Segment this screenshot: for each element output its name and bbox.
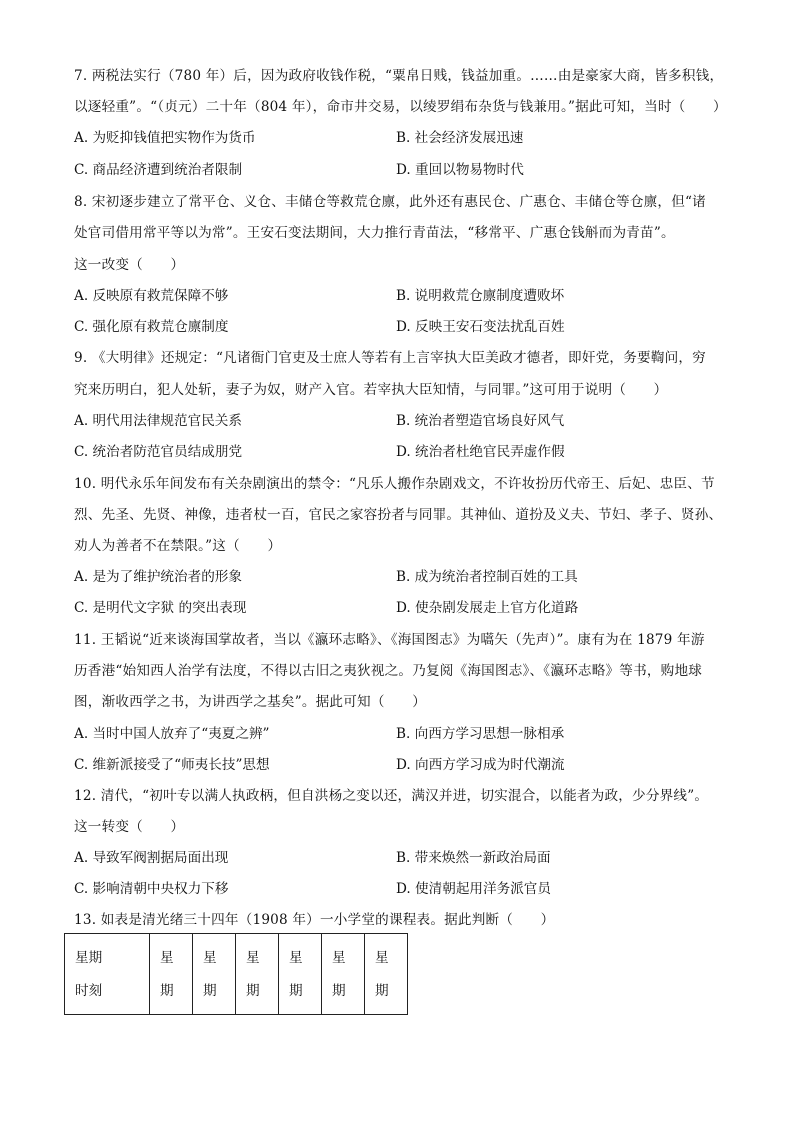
q8-option-d[interactable]: D. 反映王安石变法扰乱百姓 <box>396 319 565 335</box>
q7-option-b[interactable]: B. 社会经济发展迅速 <box>396 130 524 146</box>
q11-option-b[interactable]: B. 向西方学习思想一脉相承 <box>396 726 565 742</box>
q10-stem-line-1: 10. 明代永乐年间发布有关杂剧演出的禁令：“凡乐人搬作杂剧戏文，不许妆扮历代帝王、后妃、忠臣、节 <box>74 476 715 492</box>
table-header-cell <box>193 934 236 1015</box>
q8-option-a[interactable]: A. 反映原有救荒保障不够 <box>74 288 229 304</box>
table-header-cell <box>365 934 408 1015</box>
q10-option-b[interactable]: B. 成为统治者控制百姓的工具 <box>396 569 578 585</box>
table-header-cell <box>150 934 193 1015</box>
q12-option-d[interactable]: D. 使清朝起用洋务派官员 <box>396 881 551 897</box>
q13-stem-line-1: 13. 如表是清光绪三十四年（1908 年）一小学堂的课程表。据此判断（ ） <box>74 912 555 928</box>
day-char-2: 期 <box>160 983 174 999</box>
table-header-cell <box>279 934 322 1015</box>
corner-label-time: 时刻 <box>75 983 103 999</box>
q9-stem-line-2: 究来历明白，犯人处斩，妻子为奴，财产入官。若宰执大臣知情，与同罪。”这可用于说明（ ） <box>74 382 668 398</box>
q11-stem-line-2: 历香港“始知西人治学有法度，不得以古旧之夷狄视之。乃复阅《海国图志》、《瀛环志略》等书，购地球 <box>74 663 703 679</box>
q11-stem-line-3: 图，渐收西学之书，为讲西学之基矣”。据此可知（ ） <box>74 694 426 710</box>
day-char-2: 期 <box>203 983 217 999</box>
day-char-1: 星 <box>375 950 389 966</box>
q9-option-a[interactable]: A. 明代用法律规范官民关系 <box>74 413 242 429</box>
day-char-2: 期 <box>332 983 346 999</box>
q12-stem-line-2: 这一转变（ ） <box>74 819 185 835</box>
q11-option-c[interactable]: C. 维新派接受了“师夷长技”思想 <box>74 757 270 773</box>
day-char-1: 星 <box>332 950 346 966</box>
q8-stem-line-1: 8. 宋初逐步建立了常平仓、义仓、丰储仓等救荒仓廪，此外还有惠民仓、广惠仓、丰储仓等仓廪，但“诸 <box>74 194 706 210</box>
q7-stem-line-1: 7. 两税法实行（780 年）后，因为政府收钱作税，“粟帛日贱，钱益加重。……由是豪家大商，皆多积钱， <box>74 68 724 84</box>
day-char-1: 星 <box>289 950 303 966</box>
q11-stem-line-1: 11. 王韬说“近来谈海国掌故者，当以《瀛环志略》、《海国图志》为嚆矢（先声）”。康有为在 1879 年游 <box>74 632 705 648</box>
q7-option-a[interactable]: A. 为贬抑钱值把实物作为货币 <box>74 130 256 146</box>
q12-option-c[interactable]: C. 影响清朝中央权力下移 <box>74 881 229 897</box>
schedule-table <box>64 933 408 1015</box>
day-char-1: 星 <box>160 950 174 966</box>
q12-option-a[interactable]: A. 导致军阀割据局面出现 <box>74 850 229 866</box>
q9-option-c[interactable]: C. 统治者防范官员结成朋党 <box>74 444 243 460</box>
q10-option-d[interactable]: D. 使杂剧发展走上官方化道路 <box>396 600 579 616</box>
q11-option-a[interactable]: A. 当时中国人放弃了“夷夏之辨” <box>74 726 270 742</box>
table-header-cell <box>322 934 365 1015</box>
q10-stem-line-2: 烈、先圣、先贤、神像，违者杖一百，官民之家容扮者与同罪。其神仙、道扮及义夫、节妇、孝子、贤孙、 <box>74 507 723 523</box>
q7-option-d[interactable]: D. 重回以物易物时代 <box>396 162 524 178</box>
q7-option-c[interactable]: C. 商品经济遭到统治者限制 <box>74 162 243 178</box>
q8-stem-line-2: 处官司借用常平等以为常”。王安石变法期间，大力推行青苗法，“移常平、广惠仓钱斛而为青苗”。 <box>74 225 675 241</box>
table-header-cell <box>236 934 279 1015</box>
q10-option-a[interactable]: A. 是为了维护统治者的形象 <box>74 569 242 585</box>
day-char-2: 期 <box>289 983 303 999</box>
q9-option-b[interactable]: B. 统治者塑造官场良好风气 <box>396 413 565 429</box>
q12-option-b[interactable]: B. 带来焕然一新政治局面 <box>396 850 551 866</box>
q10-stem-line-3: 劝人为善者不在禁限。”这（ ） <box>74 538 282 554</box>
q8-option-c[interactable]: C. 强化原有救荒仓廪制度 <box>74 319 229 335</box>
table-row <box>65 934 408 1015</box>
q9-stem-line-1: 9. 《大明律》还规定：“凡诸衙门官吏及士庶人等若有上言宰执大臣美政才德者，即奸党，务要鞫问，穷 <box>74 350 706 366</box>
q7-stem-line-2: 以逐轻重”。“（贞元）二十年（804 年），命市井交易，以绫罗绢布杂货与钱兼用。”据此可知，当时（ ） <box>74 99 727 115</box>
q10-option-c[interactable]: C. 是明代文字狱 的突出表现 <box>74 600 247 616</box>
day-char-2: 期 <box>246 983 260 999</box>
q8-stem-line-3: 这一改变（ ） <box>74 257 185 273</box>
q12-stem-line-1: 12. 清代，“初叶专以满人执政柄，但自洪杨之变以还，满汉并进，切实混合，以能者为政，少分界线”。 <box>74 788 709 804</box>
table-corner-cell <box>65 934 150 1015</box>
q8-option-b[interactable]: B. 说明救荒仓廪制度遭败坏 <box>396 288 565 304</box>
day-char-1: 星 <box>246 950 260 966</box>
q9-option-d[interactable]: D. 统治者杜绝官民弄虚作假 <box>396 444 565 460</box>
day-char-1: 星 <box>203 950 217 966</box>
day-char-2: 期 <box>375 983 389 999</box>
q11-option-d[interactable]: D. 向西方学习成为时代潮流 <box>396 757 565 773</box>
corner-label-day: 星期 <box>75 950 103 966</box>
